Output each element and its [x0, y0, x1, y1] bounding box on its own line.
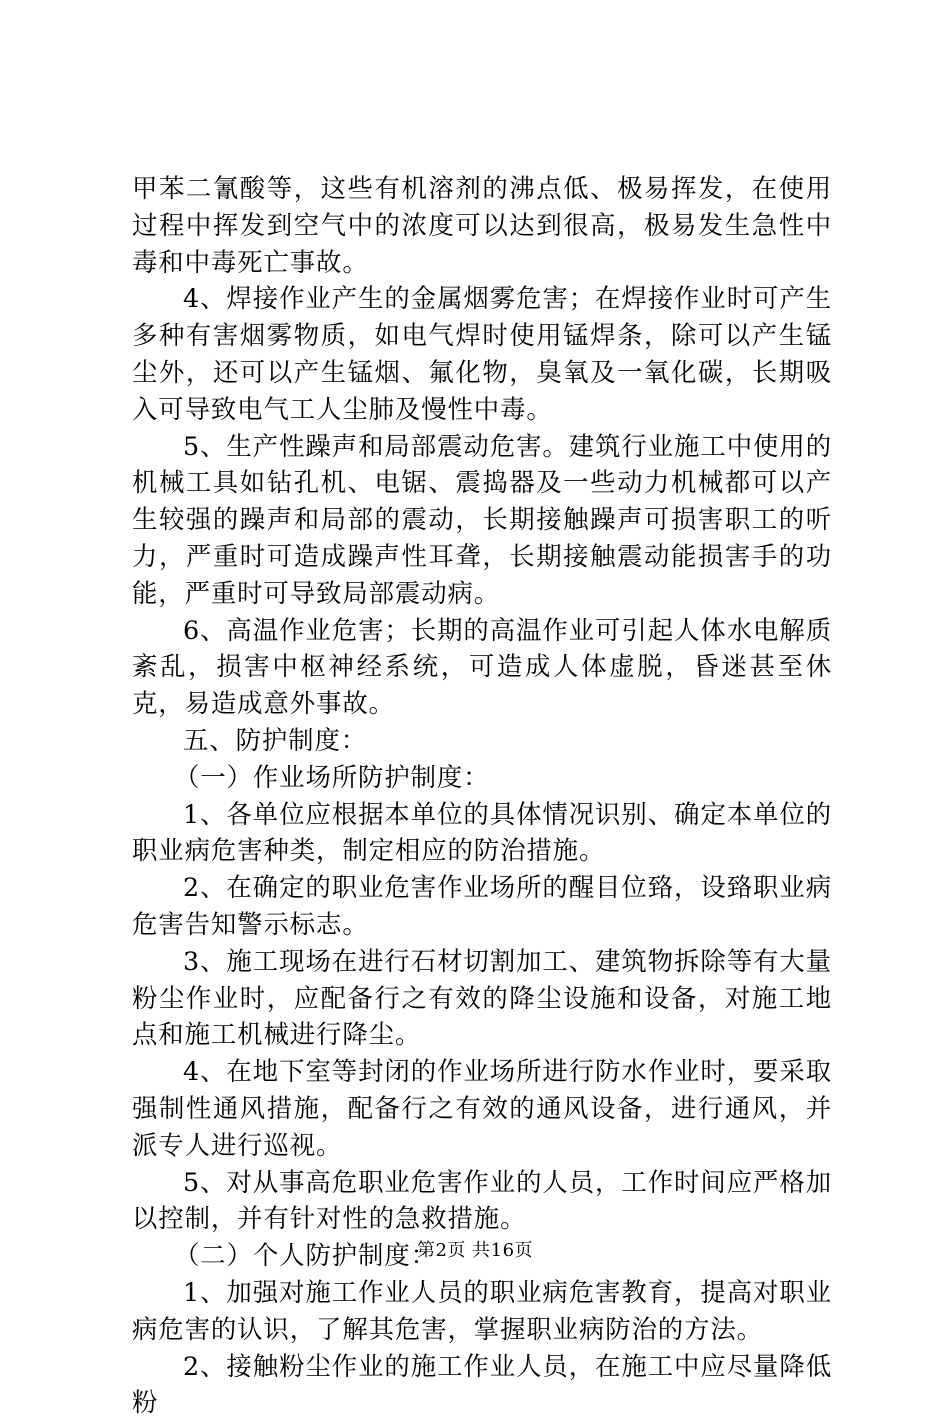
personal-rule-2: 2、接触粉尘作业的施工作业人员，在施工中应尽量降低粉: [132, 1348, 832, 1421]
document-body: [132, 170, 832, 1421]
workplace-rule-3: 3、施工现场在进行石材切割加工、建筑物拆除等有大量粉尘作业时，应配备行之有效的降尘设施和设备，对施工地点和施工机械进行降尘。: [132, 943, 832, 1053]
workplace-rule-2: 2、在确定的职业危害作业场所的醒目位臵，设臵职业病危害告知警示标志。: [132, 869, 832, 943]
paragraph-item-5: 5、生产性躁声和局部震动危害。建筑行业施工中使用的机械工具如钻孔机、电锯、震捣器及一些动力机械都可以产生较强的躁声和局部的震动，长期接触躁声可损害职工的听力，严重时可造成躁声性耳聋，长期接触震动能损害手的功能，严重时可导致局部震动病。: [132, 428, 832, 612]
subsection-heading-personal: （二）个人防护制度：: [132, 1237, 832, 1274]
paragraph-item-6: 6、高温作业危害；长期的高温作业可引起人体水电解质紊乱，损害中枢神经系统，可造成人体虚脱，昏迷甚至休克，易造成意外事故。: [132, 612, 832, 722]
section-heading: 五、防护制度：: [132, 722, 832, 759]
workplace-rule-4: 4、在地下室等封闭的作业场所进行防水作业时，要采取强制性通风措施，配备行之有效的通风设备，进行通风，并派专人进行巡视。: [132, 1053, 832, 1163]
workplace-rule-1: 1、各单位应根据本单位的具体情况识别、确定本单位的职业病危害种类，制定相应的防治措施。: [132, 796, 832, 870]
personal-rule-1: 1、加强对施工作业人员的职业病危害教育，提高对职业病危害的认识，了解其危害，掌握职业病防治的方法。: [132, 1274, 832, 1348]
page-footer: 第2页 共16页: [0, 1240, 950, 1262]
paragraph-continuation: 甲苯二氰酸等，这些有机溶剂的沸点低、极易挥发，在使用过程中挥发到空气中的浓度可以达到很高，极易发生急性中毒和中毒死亡事故。: [132, 170, 832, 280]
paragraph-item-4: 4、焊接作业产生的金属烟雾危害；在焊接作业时可产生多种有害烟雾物质，如电气焊时使用锰焊条，除可以产生锰尘外，还可以产生锰烟、氟化物，臭氧及一氧化碳，长期吸入可导致电气工人尘肺及慢性中毒。: [132, 280, 832, 427]
subsection-heading-workplace: （一）作业场所防护制度：: [132, 759, 832, 796]
workplace-rule-5: 5、对从事高危职业危害作业的人员，工作时间应严格加以控制，并有针对性的急救措施。: [132, 1164, 832, 1238]
